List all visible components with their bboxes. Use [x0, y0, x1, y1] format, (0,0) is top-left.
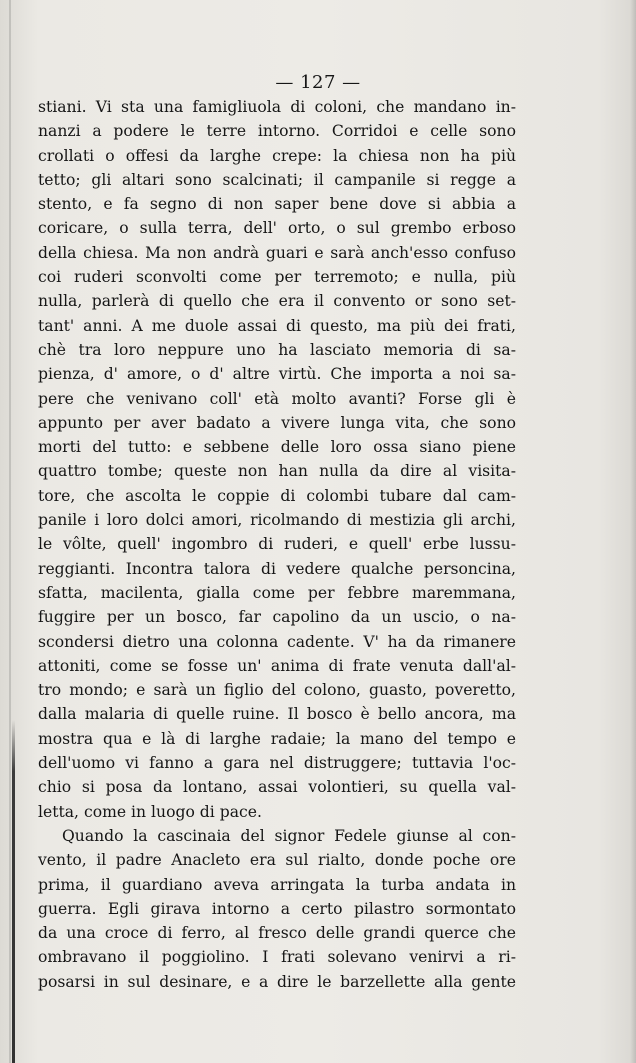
text-line: nulla, parlerà di quello che era il convento or sono set-: [38, 292, 516, 311]
text-line: tetto; gli altari sono scalcinati; il campanile si regge a: [38, 170, 516, 189]
text-line: posarsi in sul desinare, e a dire le barzellette alla gente: [38, 972, 516, 991]
text-line: prima, il guardiano aveva arringata la turba andata in: [38, 875, 516, 894]
text-line: morti del tutto: e sebbene delle loro ossa siano piene: [38, 438, 516, 457]
text-line: sfatta, macilenta, gialla come per febbre maremmana,: [38, 583, 516, 602]
text-line: stiani. Vi sta una famigliuola di coloni, che mandano in-: [38, 98, 516, 116]
text-line: nanzi a podere le terre intorno. Corridoi e celle sono: [38, 122, 516, 141]
text-line: quattro tombe; queste non han nulla da dire al visita-: [38, 462, 516, 481]
text-line: scondersi dietro una colonna cadente. V' ha da rimanere: [38, 632, 516, 651]
text-line: tore, che ascolta le coppie di colombi tubare dal cam-: [38, 486, 516, 505]
text-line: coi ruderi sconvolti come per terremoto; e nulla, più: [38, 268, 516, 287]
text-line: dalla malaria di quelle ruine. Il bosco è bello ancora, ma: [38, 705, 516, 724]
text-line: vento, il padre Anacleto era sul rialto, donde poche ore: [38, 851, 516, 870]
text-line: mostra qua e là di larghe radaie; la mano del tempo e: [38, 729, 516, 748]
text-line: tro mondo; e sarà un figlio del colono, guasto, poveretto,: [38, 681, 516, 700]
text-line: chio si posa da lontano, assai volontieri, su quella val-: [38, 778, 516, 797]
text-line: ombravano il poggiolino. I frati solevano venirvi a ri-: [38, 948, 516, 967]
text-line: da una croce di ferro, al fresco delle grandi querce che: [38, 924, 516, 943]
text-line: chè tra loro neppure uno ha lasciato memoria di sa-: [38, 340, 516, 359]
text-line: appunto per aver badato a vivere lunga vita, che sono: [38, 413, 516, 432]
text-line: pere che venivano coll' età molto avanti? Forse gli è: [38, 389, 516, 408]
text-line: dell'uomo vi fanno a gara nel distruggere; tuttavia l'oc-: [38, 754, 516, 773]
binding-shadow: [9, 0, 11, 1063]
text-line: pienza, d' amore, o d' altre virtù. Che importa a noi sa-: [38, 365, 516, 384]
text-line: letta, come in luogo di pace.: [38, 802, 262, 821]
page-number: — 127 —: [275, 72, 361, 93]
text-line: Quando la cascinaia del signor Fedele giunse al con-: [62, 826, 516, 845]
text-line: fuggire per un bosco, far capolino da un uscio, o na-: [38, 608, 516, 627]
text-line: le vôlte, quell' ingombro di ruderi, e quell' erbe lussu-: [38, 535, 516, 554]
text-line: guerra. Egli girava intorno a certo pilastro sormontato: [38, 899, 516, 918]
page-edge-shadow: [630, 0, 636, 1063]
text-line: tant' anni. A me duole assai di questo, ma più dei frati,: [38, 316, 516, 335]
binding-edge: [12, 720, 15, 1063]
text-line: crollati o offesi da larghe crepe: la chiesa non ha più: [38, 146, 516, 165]
text-line: stento, e fa segno di non saper bene dove si abbia a: [38, 195, 516, 214]
text-line: coricare, o sulla terra, dell' orto, o sul grembo erboso: [38, 219, 516, 238]
text-line: reggianti. Incontra talora di vedere qualche personcina,: [38, 559, 516, 578]
body-text: [38, 95, 516, 994]
text-line: panile i loro dolci amori, ricolmando di mestizia gli archi,: [38, 511, 516, 530]
text-line: attoniti, come se fosse un' anima di frate venuta dall'al-: [38, 656, 516, 675]
text-line: della chiesa. Ma non andrà guari e sarà anch'esso confuso: [38, 243, 516, 262]
